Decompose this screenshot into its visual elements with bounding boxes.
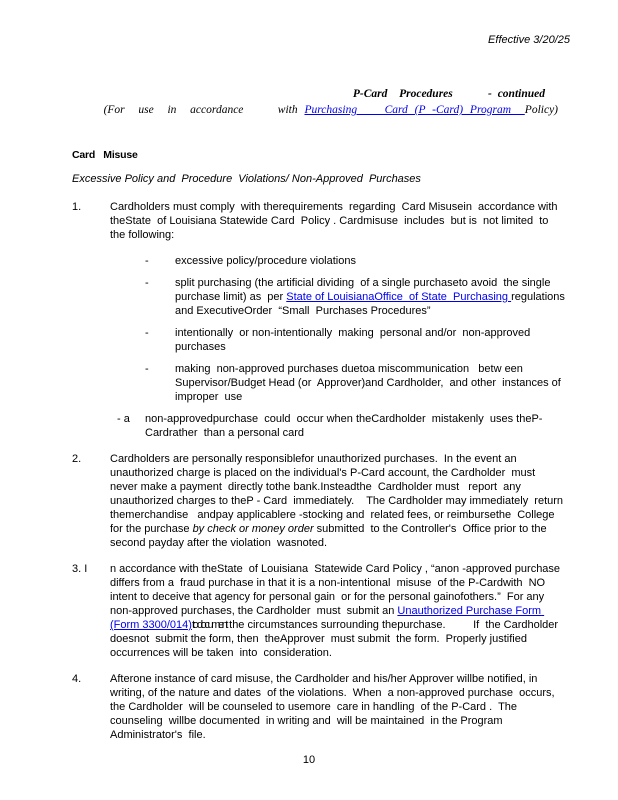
bullet-text [175, 254, 565, 268]
bullet-dash: - a [117, 413, 130, 425]
item-text [110, 672, 565, 742]
inline-link[interactable]: State of LouisianaOffice of State Purchasing [286, 291, 512, 303]
bullet-list [110, 254, 572, 440]
list-item-2 [72, 452, 565, 550]
bullet-item [110, 412, 565, 440]
text-segment: split purchasing (the artificial dividing of a single purchaseto avoid the single purchase limit) as per [175, 277, 554, 303]
bullet-item [110, 362, 565, 404]
inline-link[interactable]: Unauthorized Purchase Form (Form 3300/014) [110, 605, 545, 631]
item-number: 3. I [72, 563, 88, 575]
text-segment: to document [191, 619, 227, 631]
bullet-dash: - [145, 363, 149, 375]
item-text [110, 200, 565, 242]
bullet-item [110, 326, 565, 354]
text-segment: submitted to the Controller's Office prior to the second payday after the violation wasnoted. [110, 523, 550, 549]
text-segment: non-approvedpurchase could occur when theCardholder mistakenly uses theP-Cardrather than a personal card [145, 413, 543, 439]
text-segment: by check or money order [192, 523, 314, 535]
list-item-1 [72, 200, 572, 440]
bullet-item [110, 276, 572, 318]
bullet-dash: - [145, 277, 149, 289]
document-title: P-Card Procedures - continued [352, 88, 545, 100]
sub-heading: Excessive Policy and Procedure Violations/ Non-Approved Purchases [72, 173, 421, 185]
item-number: 2. [72, 453, 82, 465]
page-number: 10 [302, 754, 316, 766]
text-segment: Cardholders are personally responsiblefor unauthorized purchases. In the event an unauthorized charge is placed on the individual's P-Card account, the Cardholder must never make a payment directly tothe bank.Insteadthe Cardholder must report any unauthorized charges to theP - Card immediately. The Cardholder may immediately return themerchandise andpay applicablere -stocking and related fees, or reimbursethe College for the purchase [110, 453, 567, 535]
inline-link[interactable]: Purchasing Card (P -Card) Program [304, 104, 525, 116]
bullet-text [175, 276, 572, 318]
effective-date: Effective 3/20/25 [488, 34, 570, 46]
item-text [110, 562, 565, 660]
text-segment: Policy) [524, 104, 558, 116]
bullet-dash: - [145, 255, 149, 267]
text-segment: (For use in accordance with [103, 104, 305, 116]
item-number: 1. [72, 201, 82, 213]
text-segment: Cardholders must comply with therequirements regarding Card Misusein accordance with theState of Louisiana Statewide Card Policy . Cardmisuse includes but is not limited to the following: [110, 201, 561, 241]
list-item-3 [72, 562, 565, 660]
bullet-text [145, 412, 565, 440]
bullet-text [175, 362, 565, 404]
text-segment: regulations and ExecutiveOrder “Small Purchases Procedures” [175, 291, 572, 317]
bullet-dash: - [145, 327, 149, 339]
document-header [0, 88, 618, 117]
bullet-item [110, 254, 565, 268]
text-segment: the circumstances surrounding thepurchase. If the Cardholder doesnot submit the form, then theApprover must submit the form. Properly justified occurrences will be taken into consideration. [110, 619, 565, 659]
item-number: 4. [72, 673, 82, 685]
text-segment: excessive policy/procedure violations [175, 255, 356, 267]
text-segment: n accordance with theState of Louisiana Statewide Card Policy , “anon -approved purchase differs from a fraud purchase in that it is a non-intentional misuse of the P-Cardwith NO intent to deceive that agency for personal gain or for the personal gainofothers.” For any non-approved purchases, the Cardholder must submit an [110, 563, 564, 617]
text-segment: making non-approved purchases duetoa miscommunication betw een Supervisor/Budget Head (or Approver)and Cardholder, and other instances of improper use [175, 363, 564, 403]
text-segment: intentionally or non-intentionally making personal and/or non-approved purchases [175, 327, 534, 353]
bullet-text [175, 326, 565, 354]
text-segment: Afterone instance of card misuse, the Cardholder and his/her Approver willbe notified, in writing, of the nature and dates of the violations. When a non-approved purchase occurs, the Cardholder will be counseled to usemore care in handling of the P-Card . The counseling willbe documented in writing and will be maintained in the Program Administrator's file. [110, 673, 558, 741]
list-item-4 [72, 672, 565, 742]
section-heading: Card Misuse [72, 149, 138, 161]
numbered-list [0, 200, 618, 742]
item-text [110, 452, 565, 550]
document-subtitle [0, 104, 618, 117]
